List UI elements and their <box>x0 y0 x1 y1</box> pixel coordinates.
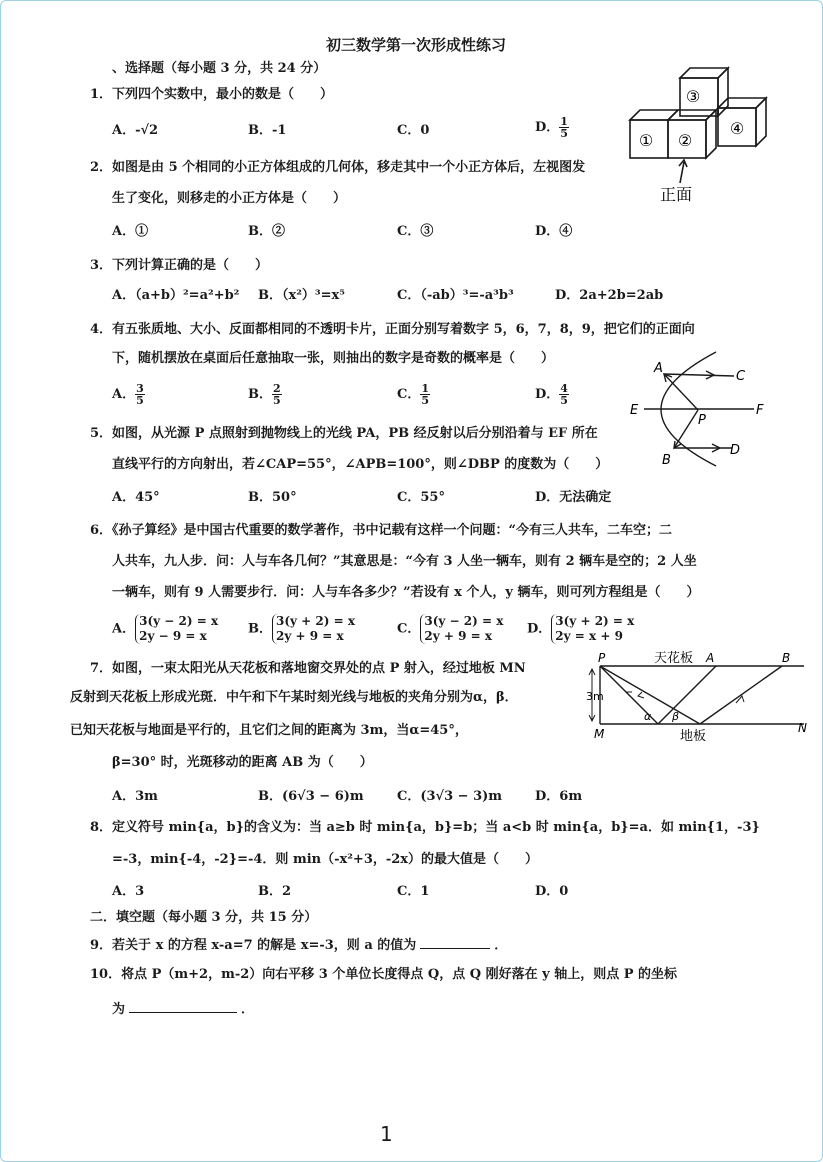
front-label: 正面 <box>660 185 693 204</box>
light-reflection-figure <box>586 648 816 744</box>
q8-option-a: A．3 <box>112 884 145 899</box>
ray-pa <box>664 374 698 410</box>
q9-line <box>90 936 507 955</box>
height-label: 3m <box>586 690 604 703</box>
q4-line2: 下，随机摆放在桌面后任意抽取一张，则抽出的数字是奇数的概率是（ ） <box>112 351 555 366</box>
q6-b-eq1: 3(y + 2) = x <box>276 614 356 628</box>
q4-d-label: D． <box>535 387 560 402</box>
q1-d-num: 1 <box>560 115 568 128</box>
page-title: 初三数学第一次形成性练习 <box>326 36 507 54</box>
room-point-n-label: N <box>798 721 807 735</box>
cube1-label: ① <box>638 131 654 150</box>
room-point-m-label: M <box>594 727 605 741</box>
q6-d-label: D． <box>527 621 552 637</box>
cube2-side-face <box>706 110 716 158</box>
q7-line2: 反射到天花板上形成光斑．中午和下午某时刻光线与地板的夹角分别为α，β． <box>70 690 518 705</box>
q6-c-label: C． <box>397 621 421 637</box>
ray-afternoon-out <box>700 666 782 724</box>
q4-line1: 4．有五张质地、大小、反面都相同的不透明卡片，正面分别写着数字 5，6，7，8，9，把它们的正面向 <box>90 322 695 337</box>
q4-c-label: C． <box>397 387 421 402</box>
q7-line1: 7．如图，一束太阳光从天花板和落地窗交界处的点 P 射入，经过地板 MN <box>90 661 526 676</box>
q1-option-a: A．-√2 <box>112 123 159 138</box>
cube4-side-face <box>756 98 766 146</box>
q3-stem: 3．下列计算正确的是（ ） <box>90 258 269 273</box>
q5-option-a: A．45° <box>112 490 160 505</box>
q4-c-num: 1 <box>421 382 430 395</box>
q1-option-d <box>535 116 569 139</box>
cube2-label: ② <box>677 131 693 150</box>
q6-c-system <box>420 614 503 644</box>
q10-line2-text: 为 <box>112 1002 126 1017</box>
q10-line1: 10．将点 P（m+2，m-2）向右平移 3 个单位长度得点 Q，点 Q 刚好落在 y 轴上，则点 P 的坐标 <box>90 967 678 982</box>
ray-ac <box>664 374 734 376</box>
q2-option-b: B．② <box>248 224 285 239</box>
q2-line2: 生了变化，则移走的小正方体是（ ） <box>112 191 347 206</box>
q4-c-den: 5 <box>421 394 430 407</box>
point-e-label: E <box>630 403 639 418</box>
q8-option-d: D．0 <box>535 884 569 899</box>
q1-stem: 1．下列四个实数中，最小的数是（ ） <box>90 87 334 102</box>
q6-option-c <box>397 614 503 644</box>
q6-line2: 人共车，九人步．问：人与车各几何？”其意思是：“今有 3 人坐一辆车，则有 2 辆车是空的；2 人坐 <box>112 554 697 569</box>
q6-option-d <box>527 614 634 644</box>
q1-option-d-label: D． <box>535 120 560 135</box>
q7-option-b: B．(6√3 − 6)m <box>258 789 364 804</box>
ray-noon-out <box>658 666 716 724</box>
room-point-a-label: A <box>706 651 715 665</box>
cubes-figure <box>622 58 772 208</box>
q4-d-num: 4 <box>560 382 568 395</box>
point-a-label: A <box>654 361 663 376</box>
q8-option-c: C．1 <box>397 884 430 899</box>
cube2-top-face <box>668 110 716 120</box>
q4-option-d <box>535 383 569 406</box>
q6-c-eq2: 2y + 9 = x <box>424 629 493 643</box>
q6-d-eq2: 2y = x + 9 <box>555 629 623 643</box>
q6-a-eq1: 3(y − 2) = x <box>139 614 219 628</box>
q4-b-fraction <box>272 383 282 406</box>
q9-end: ． <box>494 938 508 953</box>
point-d-label: D <box>730 443 741 458</box>
cube3-side-face <box>718 68 728 116</box>
q3-option-b: B．（x²）³=x⁵ <box>258 288 345 303</box>
q6-a-system <box>135 614 218 644</box>
q7-option-d: D．6m <box>535 789 583 804</box>
point-c-label: C <box>736 369 746 384</box>
floor-label: 地板 <box>680 729 707 744</box>
cube4-top-face <box>718 98 766 108</box>
q4-a-num: 3 <box>136 382 144 395</box>
ceiling-label: 天花板 <box>654 651 694 666</box>
q7-option-c: C．(3√3 − 3)m <box>397 789 503 804</box>
q1-option-d-fraction <box>559 116 569 139</box>
q4-d-fraction <box>559 383 569 406</box>
q6-line1: 6．《孙子算经》是中国古代重要的数学著作，书中记载有这样一个问题：“今有三人共车，二车空；二 <box>90 523 673 538</box>
q6-line3: 一辆车，则有 9 人需要步行．问：人与车各多少？”若设有 x 个人，y 辆车，则可列方程组是（ ） <box>112 585 700 600</box>
arrow-noon-in <box>626 692 632 696</box>
q4-option-c <box>397 383 430 406</box>
q10-end: ． <box>241 1002 255 1017</box>
q9-stem: 9．若关于 x 的方程 x-a=7 的解是 x=-3，则 a 的值为 <box>90 938 417 953</box>
section-choice-heading: 、选择题（每小题 3 分，共 24 分） <box>112 61 327 76</box>
q5-option-c: C．55° <box>397 490 445 505</box>
q2-option-d: D．④ <box>535 224 573 239</box>
q2-option-a: A．① <box>112 224 149 239</box>
q6-b-system <box>272 614 355 644</box>
q7-line3: 已知天花板与地面是平行的，且它们之间的距离为 3m，当α=45°， <box>70 723 468 738</box>
q7-line4: β=30° 时，光斑移动的距离 AB 为（ ） <box>112 755 373 770</box>
q6-option-a <box>112 614 218 644</box>
q4-b-den: 5 <box>273 394 281 407</box>
q1-option-c: C．0 <box>397 123 430 138</box>
parabola-figure <box>626 344 776 468</box>
q3-option-d: D．2a+2b=2ab <box>555 288 664 303</box>
q9-answer-blank[interactable] <box>420 936 490 949</box>
q3-option-c: C．（-ab）³=-a³b³ <box>397 288 514 303</box>
cube1-top-face <box>630 110 678 120</box>
cube4-label: ④ <box>729 119 745 138</box>
beta-label: β <box>672 710 680 723</box>
q4-b-label: B． <box>248 387 272 402</box>
q7-option-a: A．3m <box>112 789 158 804</box>
q6-d-system <box>551 614 634 644</box>
q6-c-eq1: 3(y − 2) = x <box>424 614 504 628</box>
point-b-label: B <box>662 453 671 468</box>
q4-a-fraction <box>135 383 145 406</box>
q6-d-eq1: 3(y + 2) = x <box>555 614 635 628</box>
alpha-label: α <box>644 710 652 723</box>
q10-line2 <box>112 1000 254 1019</box>
arrow-afternoon-in <box>638 692 644 698</box>
q4-c-fraction <box>420 383 430 406</box>
q6-b-label: B． <box>248 621 272 637</box>
q4-a-label: A． <box>112 387 136 402</box>
q2-line1: 2．如图是由 5 个相同的小正方体组成的几何体，移走其中一个小正方体后，左视图发 <box>90 160 586 175</box>
q4-b-num: 2 <box>273 382 281 395</box>
q5-option-b: B．50° <box>248 490 297 505</box>
q6-b-eq2: 2y + 9 = x <box>276 629 344 643</box>
q1-d-den: 5 <box>560 127 568 140</box>
room-point-b-label: B <box>782 651 791 665</box>
point-p-label: P <box>698 413 706 428</box>
q10-answer-blank[interactable] <box>129 1000 237 1013</box>
q3-option-a: A．（a+b）²=a²+b² <box>112 288 240 303</box>
cube3-top-face <box>680 68 728 78</box>
q6-a-label: A． <box>112 621 136 637</box>
point-f-label: F <box>756 403 764 418</box>
q8-option-b: B．2 <box>258 884 292 899</box>
q4-d-den: 5 <box>560 394 568 407</box>
page-number: 1 <box>380 1122 393 1146</box>
room-point-p-label: P <box>598 651 606 665</box>
ray-pb <box>674 410 698 448</box>
q4-option-b <box>248 383 282 406</box>
q1-option-b: B．-1 <box>248 123 287 138</box>
q4-a-den: 5 <box>136 394 144 407</box>
section-fill-heading: 二．填空题（每小题 3 分，共 15 分） <box>90 910 318 925</box>
q5-line1: 5．如图，从光源 P 点照射到抛物线上的光线 PA，PB 经反射以后分别沿着与 EF 所在 <box>90 426 598 441</box>
q2-option-c: C．③ <box>397 224 434 239</box>
q8-line2: =-3，min{-4，-2}=-4．则 min（-x²+3，-2x）的最大值是（ ） <box>112 852 539 867</box>
q6-option-b <box>248 614 355 644</box>
q4-option-a <box>112 383 145 406</box>
q6-a-eq2: 2y − 9 = x <box>139 629 207 643</box>
cube3-label: ③ <box>685 87 701 106</box>
q5-option-d: D．无法确定 <box>535 490 612 505</box>
q8-line1: 8．定义符号 min{a，b}的含义为：当 a≥b 时 min{a，b}=b；当 a<b 时 min{a，b}=a．如 min{1，-3} <box>90 820 760 835</box>
q5-line2: 直线平行的方向射出，若∠CAP=55°，∠APB=100°，则∠DBP 的度数为（ ） <box>112 457 609 472</box>
